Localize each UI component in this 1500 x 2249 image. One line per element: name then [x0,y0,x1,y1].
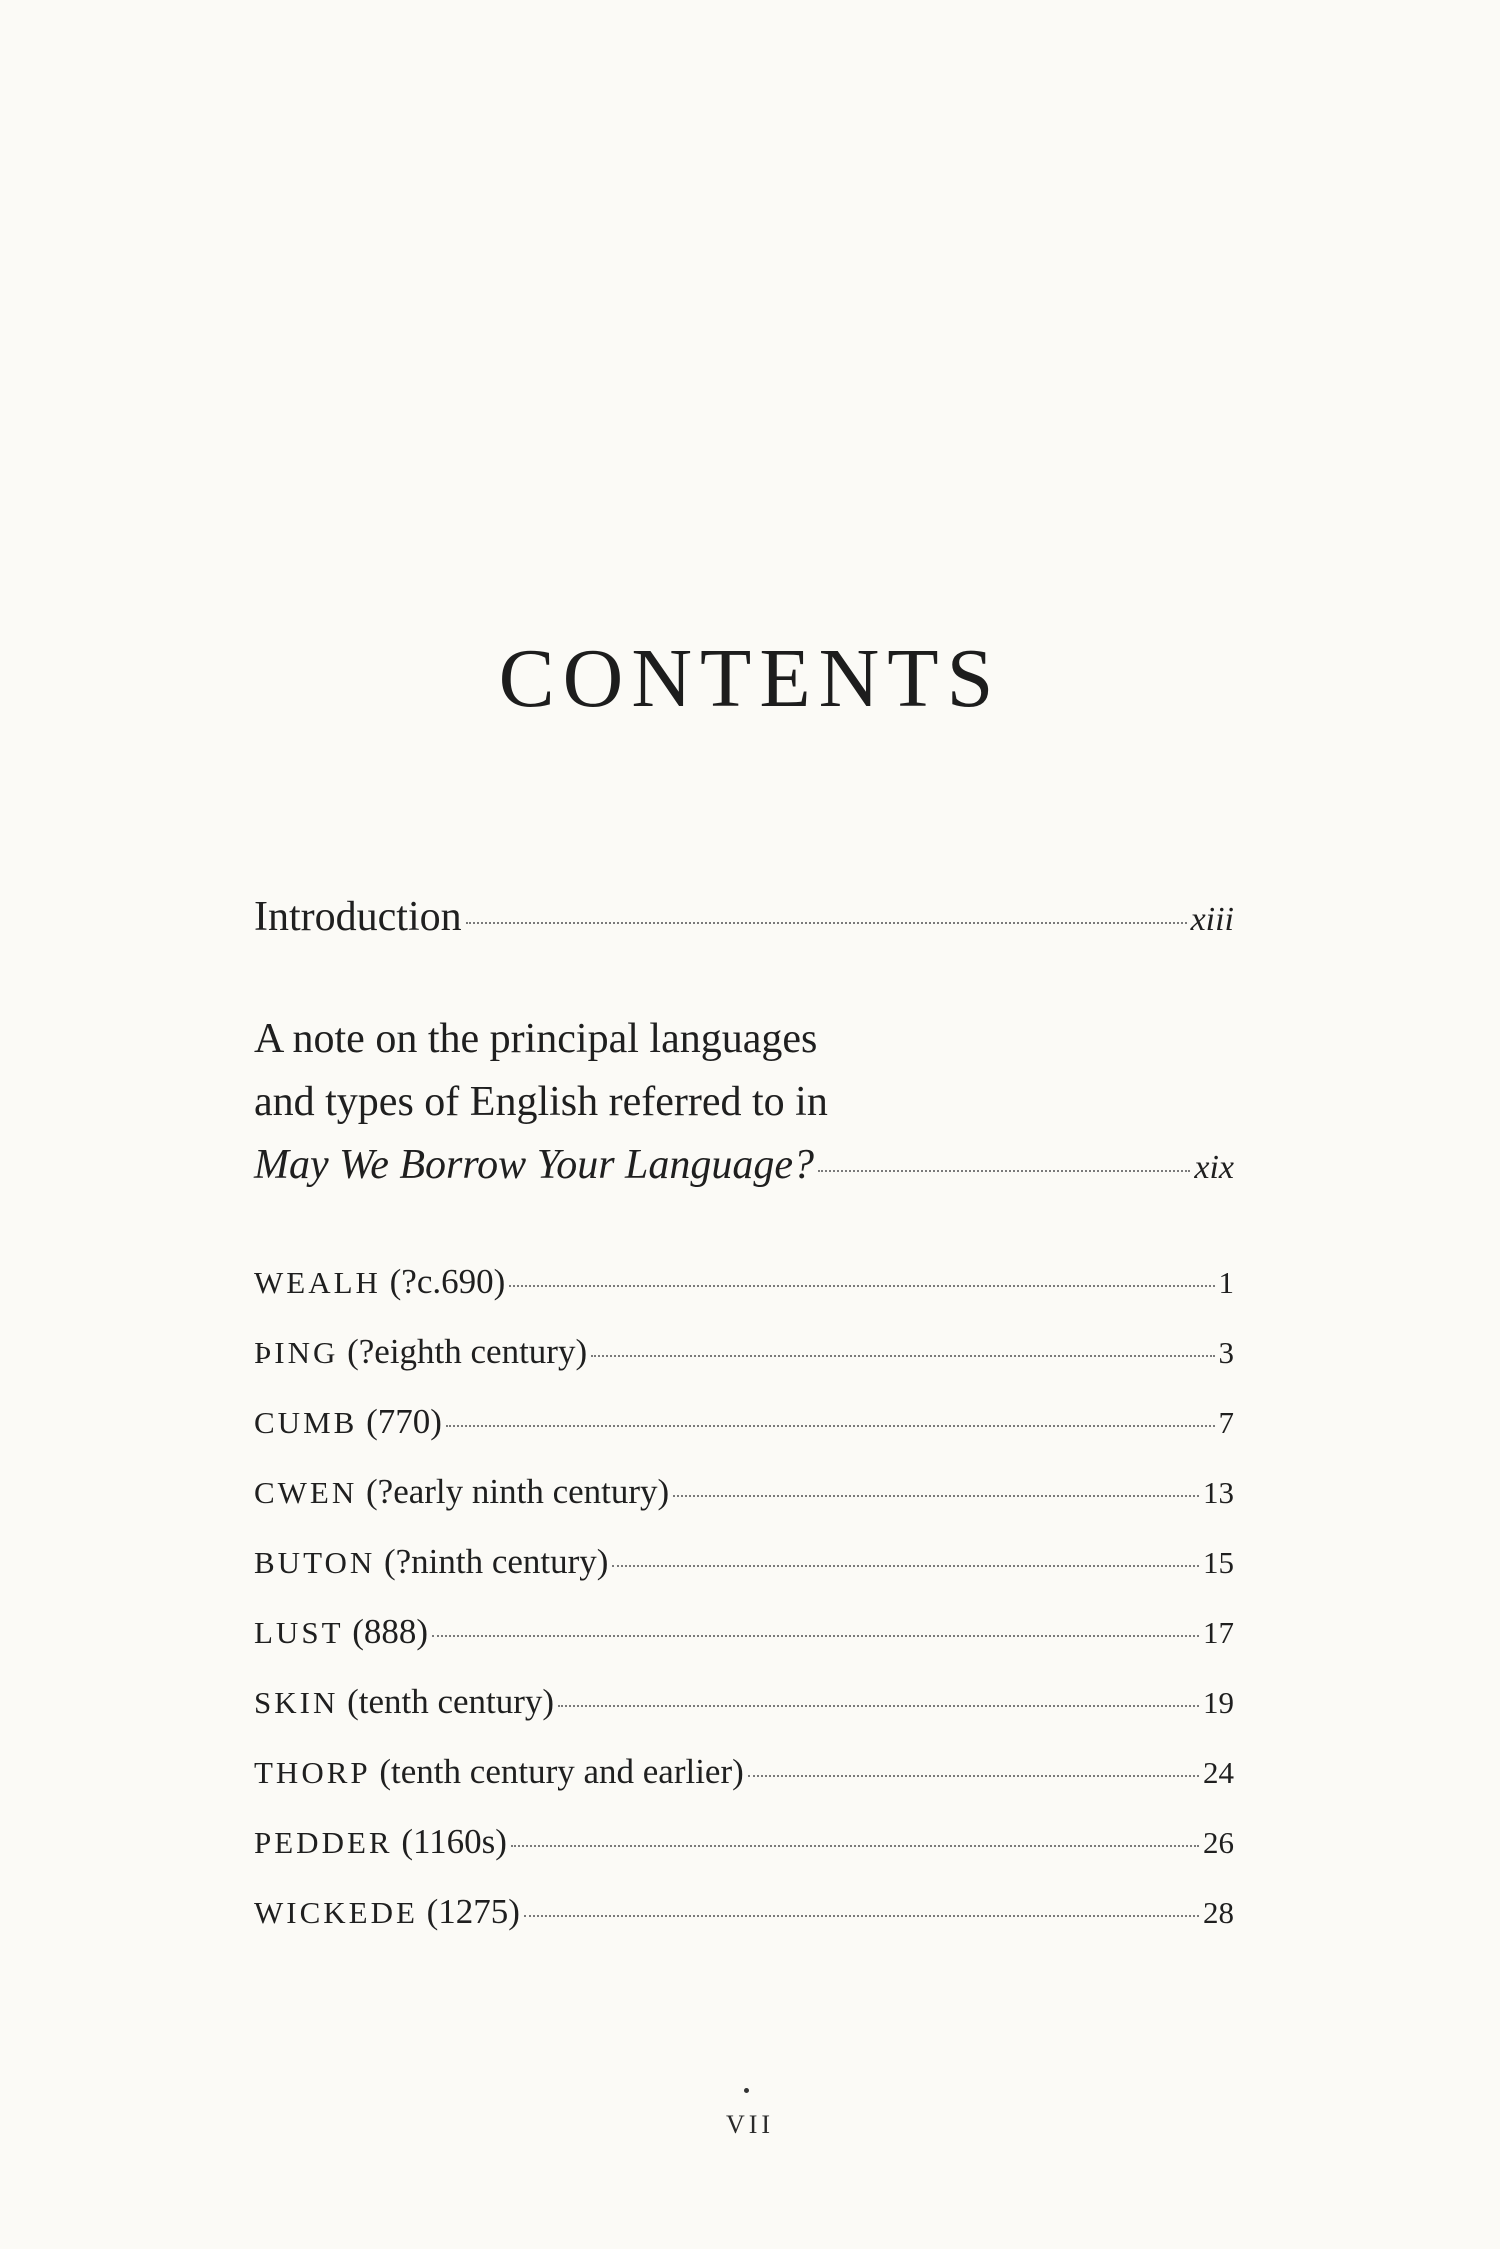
toc-row-entry [254,1682,1234,1722]
toc-page-number: 13 [1203,1475,1234,1510]
entry-word: WEALH [254,1265,381,1300]
entry-word: PEDDER [254,1825,393,1860]
toc-row-introduction [254,893,1234,941]
toc-page-number: 1 [1218,1265,1234,1300]
entry-date: (tenth century and earlier) [370,1752,744,1791]
toc-row-entry [254,1262,1234,1302]
toc-page-number: 28 [1203,1895,1234,1930]
folio-dot-icon [744,2088,749,2093]
entry-word: CWEN [254,1475,358,1510]
page-title: CONTENTS [498,632,1002,725]
entry-date: (tenth century) [338,1682,555,1721]
dot-leader [748,1775,1199,1777]
toc-row-entry [254,1542,1234,1582]
dot-leader [524,1915,1199,1917]
entry-date: (?eighth century) [338,1332,588,1371]
entry-date: (770) [357,1402,442,1441]
entry-word: BUTON [254,1545,376,1580]
dot-leader [466,922,1187,924]
dot-leader [446,1425,1215,1427]
toc-page-number: 24 [1203,1755,1234,1790]
toc-note-line-1: A note on the principal languages [254,1016,818,1062]
toc-row-entry [254,1402,1234,1442]
entry-word: THORP [254,1755,371,1790]
toc-page-number: xiii [1190,901,1234,938]
entry-word: WICKEDE [254,1895,418,1930]
entry-date: (?early ninth century) [357,1472,670,1511]
toc-row-entry [254,1332,1234,1372]
dot-leader [818,1170,1190,1172]
toc-label: Introduction [254,894,462,940]
toc-page-number: 7 [1218,1405,1234,1440]
toc-row-entry [254,1612,1234,1652]
entry-date: (888) [343,1612,429,1651]
toc-row-note [254,1141,1234,1189]
dot-leader [612,1565,1199,1567]
entry-word: SKIN [254,1685,339,1720]
toc-note-line-3: May We Borrow Your Language? [254,1142,815,1188]
dot-leader [558,1705,1199,1707]
entry-word: LUST [254,1615,344,1650]
dot-leader [673,1495,1199,1497]
entry-date: (1160s) [392,1822,507,1861]
entry-date: (?ninth century) [375,1542,609,1581]
dot-leader [509,1285,1214,1287]
toc-page-number: 17 [1203,1615,1234,1650]
toc-row-entry [254,1472,1234,1512]
toc-page-number: 3 [1218,1335,1234,1370]
toc-row-entry [254,1752,1234,1792]
dot-leader [511,1845,1199,1847]
toc-row-entry [254,1822,1234,1862]
entry-word: CUMB [254,1405,358,1440]
entry-word: ÞING [254,1335,339,1370]
dot-leader [432,1635,1199,1637]
entry-date: (1275) [417,1892,520,1931]
toc-page-number: xix [1194,1149,1234,1186]
toc-page-number: 26 [1203,1825,1234,1860]
dot-leader [591,1355,1214,1357]
toc-page-number: 15 [1203,1545,1234,1580]
toc-note-line-2: and types of English referred to in [254,1079,828,1125]
toc-row-entry [254,1892,1234,1932]
toc-page-number: 19 [1203,1685,1234,1720]
page-number-folio: VII [725,2110,775,2139]
entry-date: (?c.690) [380,1262,506,1301]
